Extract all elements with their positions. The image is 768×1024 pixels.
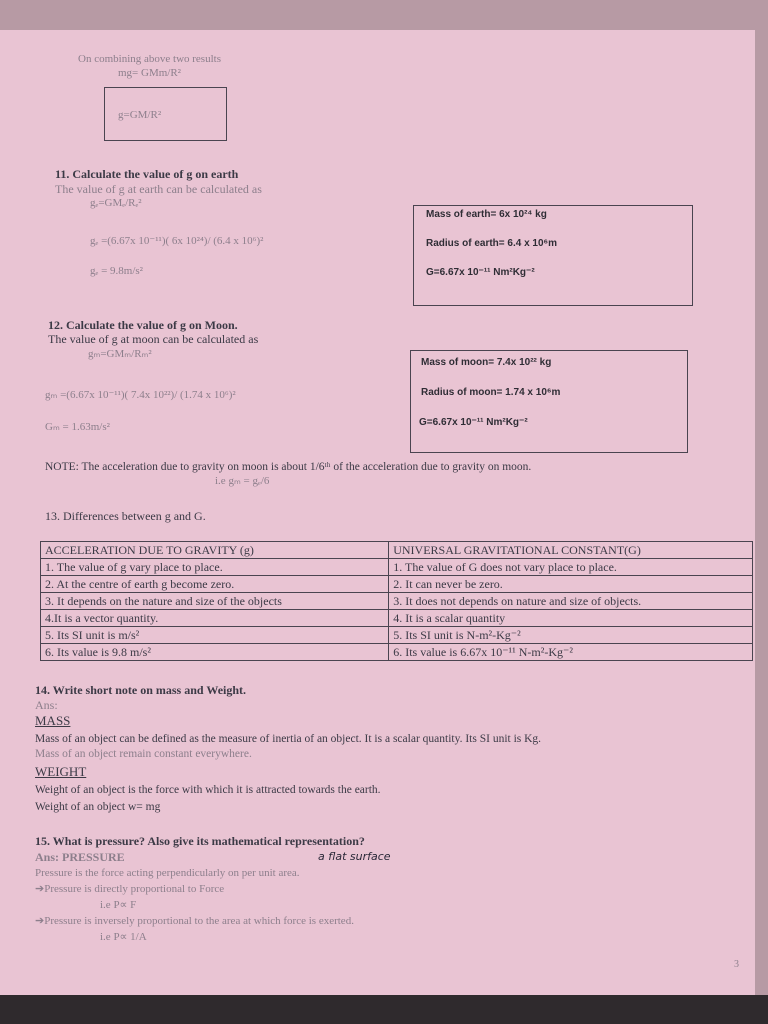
- table-header-G: UNIVERSAL GRAVITATIONAL CONSTANT(G): [389, 542, 753, 559]
- page-number: 3: [734, 959, 739, 970]
- q11-mass: Mass of earth= 6x 10²⁴ kg: [426, 209, 547, 220]
- table-row: [41, 593, 753, 610]
- table-cell: 3. It does not depends on nature and size of objects.: [389, 593, 753, 610]
- question-11: 11. Calculate the value of g on earth: [55, 167, 239, 181]
- q11-intro: The value of g at earth can be calculated as: [55, 182, 262, 196]
- result-formula: g=GM/R²: [118, 109, 162, 121]
- table-row: [41, 610, 753, 627]
- table-row: [41, 627, 753, 644]
- mass-definition: Mass of an object can be defined as the measure of inertia of an object. It is a scalar quantity. Its SI unit is Kg.: [35, 733, 542, 745]
- weight-formula: Weight of an object w= mg: [35, 801, 161, 813]
- q12-g-constant: G=6.67x 10⁻¹¹ Nm²Kg⁻²: [419, 417, 528, 428]
- q11-result: gₑ = 9.8m/s²: [90, 265, 143, 277]
- q12-formula: gₘ=GMₘ/Rₘ²: [88, 348, 152, 360]
- table-cell: 1. The value of g vary place to place.: [41, 559, 389, 576]
- q11-substitution: gₑ =(6.67x 10⁻¹¹)( 6x 10²⁴)/ (6.4 x 10⁶)²: [90, 235, 264, 247]
- table-cell: 5. Its SI unit is m/s²: [41, 627, 389, 644]
- q12-result: Gₘ = 1.63m/s²: [45, 421, 110, 433]
- weight-definition: Weight of an object is the force with which it is attracted towards the earth.: [35, 784, 381, 796]
- q14-ans: Ans:: [35, 698, 58, 712]
- document-page: [0, 30, 755, 995]
- q11-formula: gₑ=GMₑ/Rₑ²: [90, 197, 142, 209]
- note: NOTE: The acceleration due to gravity on moon is about 1/6ᵗʰ of the acceleration due to gravity on moon.: [45, 461, 532, 473]
- table-row: [41, 559, 753, 576]
- q11-radius: Radius of earth= 6.4 x 10⁶m: [426, 238, 558, 249]
- note-ratio: i.e gₘ = gₑ/6: [215, 475, 270, 487]
- weight-heading: WEIGHT: [35, 764, 87, 779]
- table-cell: 4.It is a vector quantity.: [41, 610, 389, 627]
- handwritten-note: a flat surface: [318, 850, 391, 863]
- table-header-row: [41, 542, 753, 559]
- pressure-point-1: ➔Pressure is directly proportional to Force: [35, 883, 225, 895]
- mass-constant: Mass of an object remain constant everywhere.: [35, 748, 252, 760]
- table-cell: 6. Its value is 9.8 m/s²: [41, 644, 389, 661]
- q12-mass: Mass of moon= 7.4x 10²² kg: [421, 357, 552, 368]
- differences-table: [40, 541, 753, 661]
- question-12: 12. Calculate the value of g on Moon.: [48, 318, 238, 332]
- q11-g-constant: G=6.67x 10⁻¹¹ Nm²Kg⁻²: [426, 267, 535, 278]
- table-cell: 2. At the centre of earth g become zero.: [41, 576, 389, 593]
- pressure-point-2: ➔Pressure is inversely proportional to the area at which force is exerted.: [35, 915, 354, 927]
- table-cell: 5. Its SI unit is N-m²-Kg⁻²: [389, 627, 753, 644]
- table-row: [41, 576, 753, 593]
- question-13: 13. Differences between g and G.: [45, 509, 206, 523]
- table-cell: 2. It can never be zero.: [389, 576, 753, 593]
- table-cell: 1. The value of G does not vary place to place.: [389, 559, 753, 576]
- table-header-g: ACCELERATION DUE TO GRAVITY (g): [41, 542, 389, 559]
- table-cell: 3. It depends on the nature and size of the objects: [41, 593, 389, 610]
- pressure-point-2-ie: i.e P∝ 1/A: [100, 931, 147, 943]
- pressure-definition: Pressure is the force acting perpendicularly on per unit area.: [35, 867, 300, 879]
- mass-heading: MASS: [35, 713, 71, 728]
- q12-intro: The value of g at moon can be calculated as: [48, 332, 259, 346]
- question-14: 14. Write short note on mass and Weight.: [35, 683, 247, 697]
- table-cell: 4. It is a scalar quantity: [389, 610, 753, 627]
- q12-radius: Radius of moon= 1.74 x 10⁶m: [421, 387, 561, 398]
- pressure-point-1-ie: i.e P∝ F: [100, 899, 137, 911]
- bottom-shadow: [0, 995, 768, 1024]
- derivation-line-1: On combining above two results: [78, 53, 221, 65]
- q15-ans: Ans: PRESSURE: [35, 850, 125, 864]
- question-15: 15. What is pressure? Also give its mathematical representation?: [35, 834, 365, 848]
- table-cell: 6. Its value is 6.67x 10⁻¹¹ N-m²-Kg⁻²: [389, 644, 753, 661]
- derivation-line-2: mg= GMm/R²: [118, 67, 181, 79]
- q12-substitution: gₘ =(6.67x 10⁻¹¹)( 7.4x 10²²)/ (1.74 x 10⁶)²: [45, 389, 236, 401]
- table-row: [41, 644, 753, 661]
